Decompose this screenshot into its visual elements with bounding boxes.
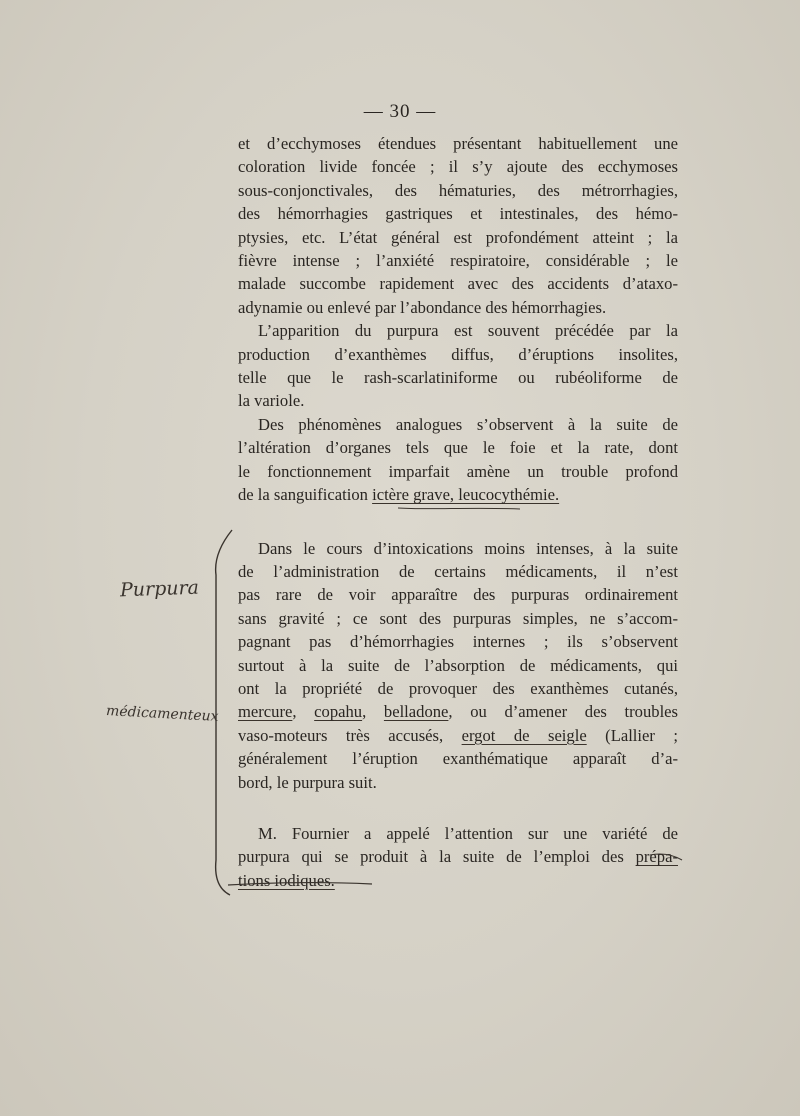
text-line: M. Fournier a appelé l’attention sur une variété de [258, 823, 678, 843]
text-line: sous-conjonctivales, des hématuries, des métrorrhagies, [238, 180, 678, 200]
text-segment: , [362, 702, 384, 722]
paragraph-2 [238, 319, 678, 413]
text-line: et d’ecchymoses étendues présentant habituellement une [238, 134, 678, 153]
text-line: la variole. [238, 391, 305, 411]
text-line: fièvre intense ; l’anxiété respiratoire, considérable ; le [238, 251, 678, 271]
text-segment: , [292, 702, 315, 722]
margin-note-medicamenteux: médicamenteux [105, 703, 219, 725]
text-line: malade succombe rapidement avec des accidents d’ataxo- [238, 274, 678, 294]
underlined-word: belladone [383, 702, 449, 722]
underlined-phrase: ergot de seigle [461, 725, 587, 745]
text-line: L’apparition du purpura est souvent précédée par la [258, 321, 678, 341]
text-line: généralement l’éruption exanthématique apparaît d’a- [238, 749, 678, 769]
text-segment: , ou d’amener des troubles [448, 702, 679, 722]
text-line [238, 724, 678, 747]
text-line [238, 483, 678, 506]
page-number: — 30 — [363, 101, 437, 122]
text-line: pagnant pas d’hémorrhagies internes ; ils s’observent [238, 632, 678, 652]
text-line: des hémorrhagies gastriques et intestinales, des hémo- [238, 204, 678, 224]
text-line: Des phénomènes analogues s’observent à la suite de [258, 414, 678, 434]
margin-note-purpura: Purpura [119, 576, 200, 602]
text-line: production d’exanthèmes diffus, d’éruptions insolites, [238, 344, 678, 364]
text-line: de l’administration de certains médicaments, il n’est [238, 561, 678, 581]
paragraph-4 [238, 537, 678, 794]
text-line: bord, le purpura suit. [238, 772, 377, 792]
underlined-word: copahu [314, 702, 363, 722]
text-line [238, 869, 678, 892]
text-line: coloration livide foncée ; il s’y ajoute des ecchymoses [238, 157, 678, 177]
text-line: sans gravité ; ce sont des purpuras simples, ne s’accom- [238, 608, 678, 628]
paragraph-3 [238, 413, 678, 507]
text-line: surtout à la suite de l’absorption de médicaments, qui [238, 655, 678, 675]
underlined-phrase: ictère grave, leucocythémie. [372, 485, 560, 505]
text-line: pas rare de voir apparaître des purpuras ordinairement [238, 585, 678, 605]
text-line: l’altération d’organes tels que le foie et la rate, dont [238, 438, 678, 458]
text-line [238, 845, 678, 868]
underlined-phrase: tions iodiques. [238, 870, 335, 890]
text-segment: vaso-moteurs très accusés, [238, 725, 462, 745]
text-line: ont la propriété de provoquer des exanthèmes cutanés, [238, 678, 678, 698]
underlined-word: prépa- [635, 847, 678, 867]
paragraph-5 [238, 822, 678, 892]
text-segment: purpura qui se produit à la suite de l’emploi des [238, 847, 636, 867]
text-segment: de la sanguification [238, 485, 373, 505]
text-line: adynamie ou enlevé par l’abondance des hémorrhagies. [238, 297, 607, 317]
paragraph-1 [238, 132, 678, 319]
text-line: telle que le rash-scarlatiniforme ou rubéoliforme de [238, 368, 678, 388]
body-text [238, 132, 678, 892]
text-line [238, 700, 678, 723]
underlined-word: mercure [238, 702, 293, 722]
text-segment: (Lallier ; [586, 725, 678, 745]
text-line: le fonctionnement imparfait amène un trouble profond [238, 461, 678, 481]
text-line: ptysies, etc. L’état général est profondément atteint ; la [238, 227, 678, 247]
text-line: Dans le cours d’intoxications moins intenses, à la suite [258, 538, 678, 558]
